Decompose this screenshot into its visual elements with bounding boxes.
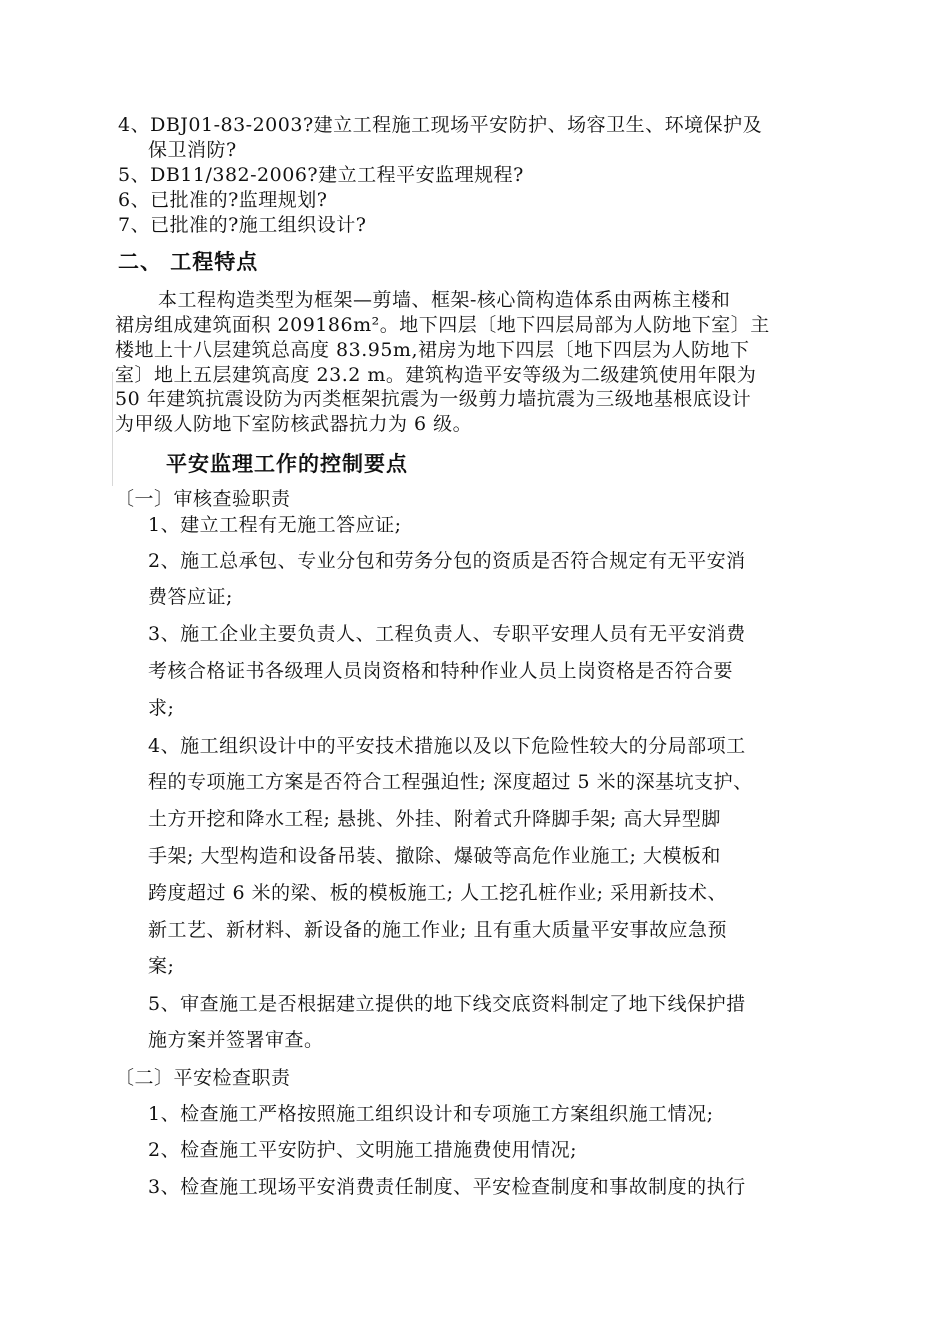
subsection-1-line: 考核合格证书各级理人员岗资格和特种作业人员上岗资格是否符合要 <box>148 660 734 682</box>
ref-item-4-line-1: 4、DBJ01-83-2003?建立工程施工现场平安防护、场容卫生、环境保护及 <box>118 114 763 136</box>
subsection-1-line: 4、施工组织设计中的平安技术措施以及以下危险性较大的分局部项工 <box>148 735 746 757</box>
section-2-para-line: 为甲级人防地下室防核武器抗力为 6 级。 <box>115 413 473 435</box>
subsection-1-line: 费答应证; <box>148 586 233 608</box>
subsection-1-title: 〔一〕审核查验职责 <box>115 488 291 510</box>
ref-item-4-line-2: 保卫消防? <box>148 139 237 161</box>
subsection-2-title: 〔二〕平安检查职责 <box>115 1067 291 1089</box>
section-2-para-line: 楼地上十八层建筑总高度 83.95m,裙房为地下四层〔地下四层为人防地下 <box>115 339 750 361</box>
subsection-1-line: 案; <box>148 955 175 977</box>
subsection-1-line: 程的专项施工方案是否符合工程强迫性; 深度超过 5 米的深基坑支护、 <box>148 771 753 793</box>
subsection-1-line: 跨度超过 6 米的梁、板的模板施工; 人工挖孔桩作业; 采用新技术、 <box>148 882 728 904</box>
subsection-1-line: 施方案并签署审查。 <box>148 1029 324 1051</box>
section-2-para-line: 50 年建筑抗震设防为丙类框架抗震为一级剪力墙抗震为三级地基根底设计 <box>115 388 752 410</box>
subsection-2-line: 2、检查施工平安防护、文明施工措施费使用情况; <box>148 1139 577 1161</box>
subsection-1-line: 2、施工总承包、专业分包和劳务分包的资质是否符合规定有无平安消 <box>148 550 746 572</box>
subsection-2-line: 3、检查施工现场平安消费责任制度、平安检查制度和事故制度的执行 <box>148 1176 746 1198</box>
subsection-2-line: 1、检查施工严格按照施工组织设计和专项施工方案组织施工情况; <box>148 1103 714 1125</box>
section-2-heading: 二、 工程特点 <box>118 249 259 274</box>
subsection-1-line: 3、施工企业主要负责人、工程负责人、专职平安理人员有无平安消费 <box>148 623 746 645</box>
section-2-para-line: 本工程构造类型为框架—剪墙、框架-核心筒构造体系由两栋主楼和 <box>158 289 731 311</box>
margin-rule <box>112 372 113 486</box>
subsection-1-line: 求; <box>148 697 175 719</box>
subsection-1-line: 1、建立工程有无施工答应证; <box>148 514 402 536</box>
subsection-1-line: 手架; 大型构造和设备吊装、撤除、爆破等高危作业施工; 大模板和 <box>148 845 721 867</box>
ref-item-7: 7、已批准的?施工组织设计? <box>118 214 367 236</box>
ref-item-5: 5、DB11/382-2006?建立工程平安监理规程? <box>118 164 524 186</box>
section-2-para-line: 室〕地上五层建筑高度 23.2 m。建筑构造平安等级为二级建筑使用年限为 <box>115 364 757 386</box>
subsection-1-line: 5、审查施工是否根据建立提供的地下线交底资料制定了地下线保护措 <box>148 993 746 1015</box>
section-3-heading: 平安监理工作的控制要点 <box>166 451 408 476</box>
section-2-para-line: 裙房组成建筑面积 209186m²。地下四层〔地下四层局部为人防地下室〕主 <box>115 314 770 336</box>
subsection-1-line: 新工艺、新材料、新设备的施工作业; 且有重大质量平安事故应急预 <box>148 919 727 941</box>
subsection-1-line: 土方开挖和降水工程; 悬挑、外挂、附着式升降脚手架; 高大异型脚 <box>148 808 721 830</box>
ref-item-6: 6、已批准的?监理规划? <box>118 189 328 211</box>
